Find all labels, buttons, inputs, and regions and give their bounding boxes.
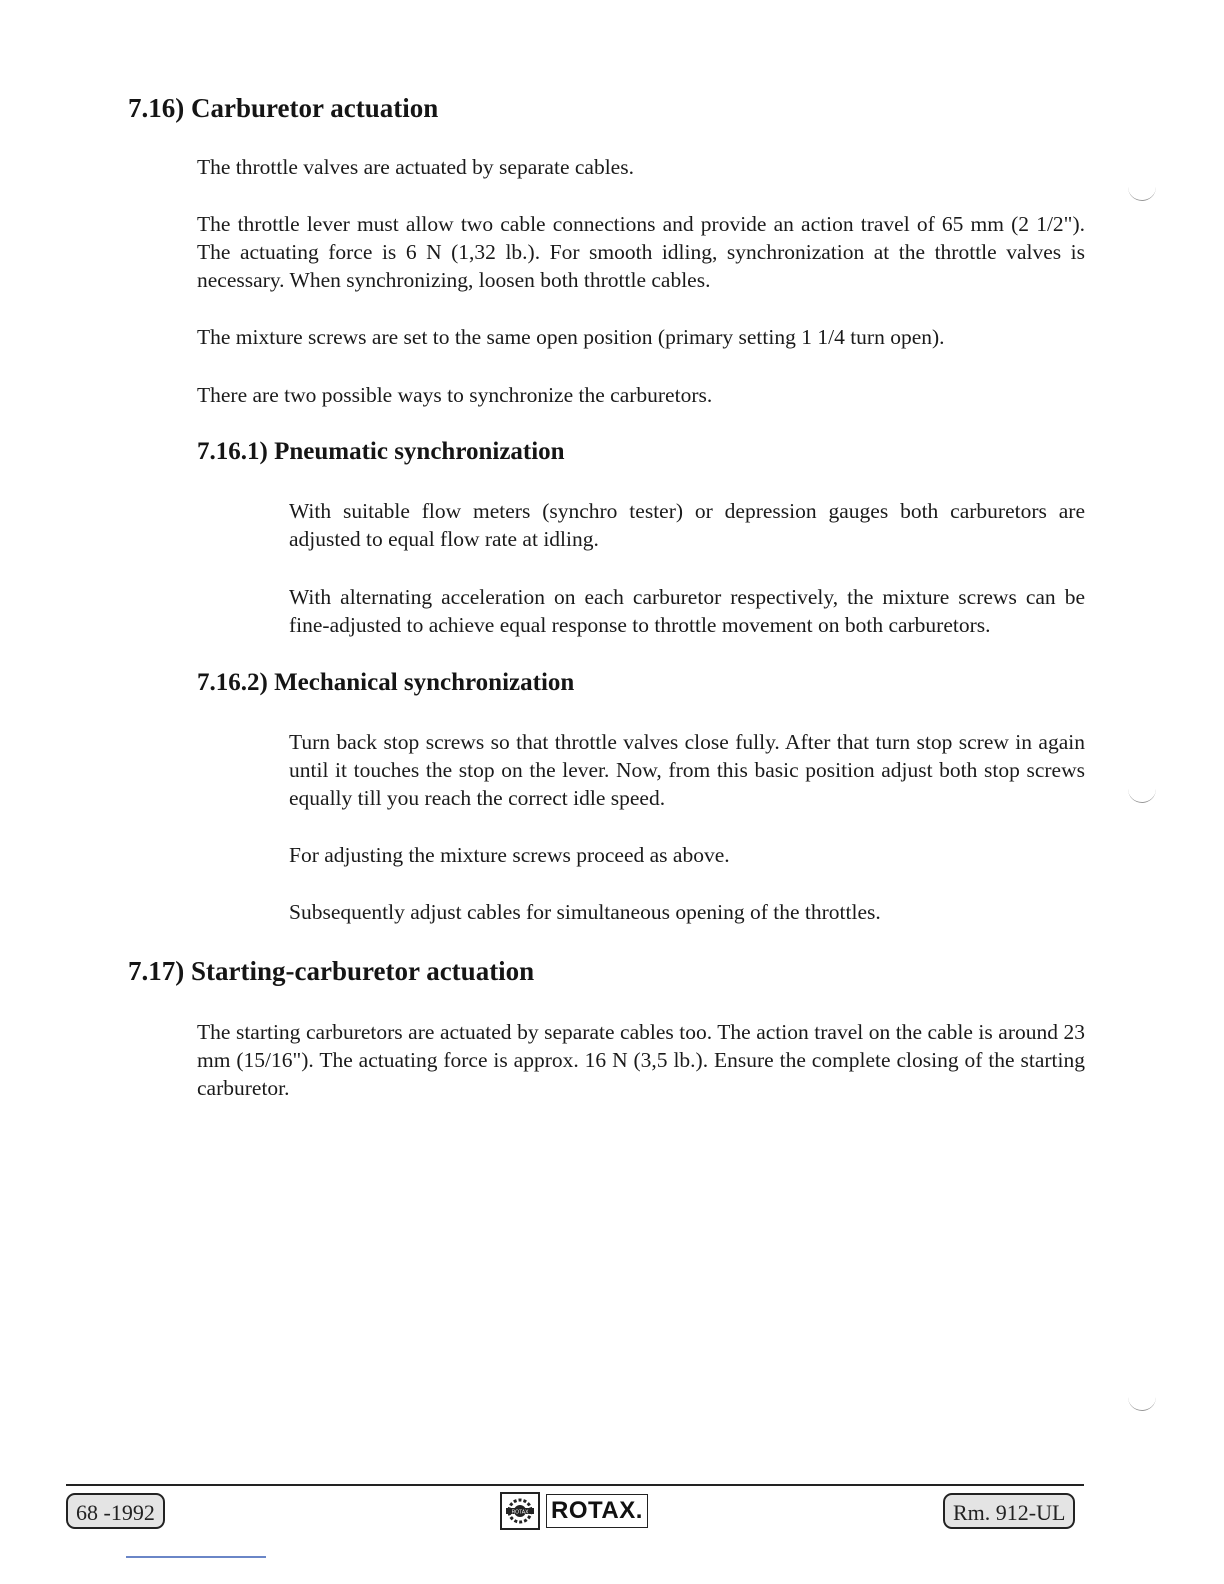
paragraph-adjust-cables: Subsequently adjust cables for simultaneous opening of the throttles. <box>289 900 881 924</box>
paragraph-throttle-lever: The throttle lever must allow two cable connections and provide an action travel of 65 mm (2 1/2"). The actuating force is 6 N (1,32 lb.). For smooth idling, synchronization at the throttle valves is necessary. When synchronizing, loosen both throttle cables. <box>197 212 1085 292</box>
brand-name: ROTAX. <box>546 1494 648 1528</box>
paragraph-starting-carburetors: The starting carburetors are actuated by separate cables too. The action travel on the cable is around 23 mm (15/16"). The actuating force is approx. 16 N (3,5 lb.). Ensure the complete closing of the starting carburetor. <box>197 1020 1085 1100</box>
subheading-7-16-1: 7.16.1) Pneumatic synchronization <box>197 438 565 465</box>
svg-text:ROTAX: ROTAX <box>511 1509 529 1516</box>
paragraph-stop-screws: Turn back stop screws so that throttle valves close fully. After that turn stop screw in again until it touches the stop on the lever. Now, from this basic position adjust both stop screws equally till you reach the correct idle speed. <box>289 730 1085 810</box>
paragraph-flow-meters: With suitable flow meters (synchro tester) or depression gauges both carburetors are adjusted to equal flow rate at idling. <box>289 499 1085 551</box>
subheading-7-16-2: 7.16.2) Mechanical synchronization <box>197 669 575 696</box>
scan-edge-mark <box>1128 788 1156 803</box>
paragraph-alternating-acceleration: With alternating acceleration on each carburetor respectively, the mixture screws can be fine-adjusted to achieve equal response to throttle movement on both carburetors. <box>289 585 1085 637</box>
scan-edge-mark <box>1128 186 1156 201</box>
footer-divider <box>66 1484 1084 1486</box>
section-heading-7-16: 7.16) Carburetor actuation <box>128 93 439 123</box>
paragraph-adjust-mixture: For adjusting the mixture screws proceed as above. <box>289 843 730 867</box>
section-heading-7-17: 7.17) Starting-carburetor actuation <box>128 956 535 986</box>
bottom-edge-line <box>126 1556 266 1558</box>
paragraph-synchronize-ways: There are two possible ways to synchronize the carburetors. <box>197 383 713 407</box>
scan-edge-mark <box>1128 1396 1156 1411</box>
rotax-logo <box>500 1492 648 1530</box>
paragraph-mixture-screws: The mixture screws are set to the same open position (primary setting 1 1/4 turn open). <box>197 325 945 349</box>
manual-reference-badge: Rm. 912-UL <box>943 1493 1075 1529</box>
page-code-badge: 68 -1992 <box>66 1493 165 1529</box>
rotax-gear-logo-icon <box>500 1492 540 1530</box>
paragraph-throttle-cables: The throttle valves are actuated by separate cables. <box>197 155 634 179</box>
